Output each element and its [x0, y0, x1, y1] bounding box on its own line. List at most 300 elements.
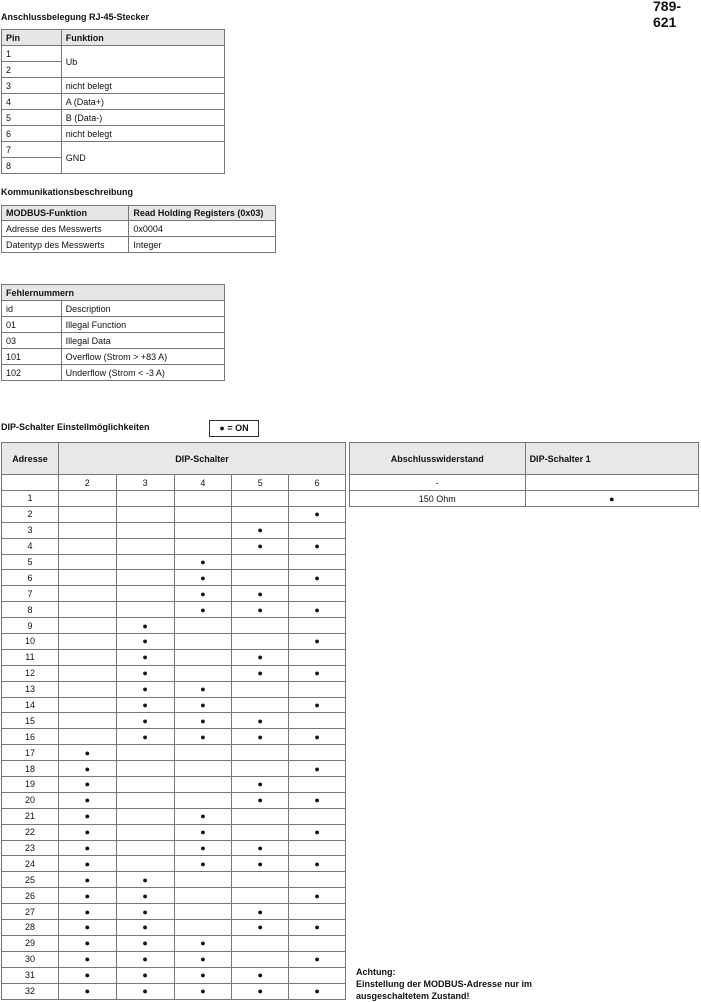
dip-table: [1, 442, 346, 1000]
dip-switch-cell: [116, 665, 174, 681]
dip-switch-cell: [289, 522, 346, 538]
dip-switch-cell: [174, 522, 232, 538]
on-dot: ●: [142, 938, 148, 949]
dip-switch-cell: [116, 522, 174, 538]
dip-header-address: Adresse: [2, 443, 59, 475]
dip-switch-cell: [58, 665, 116, 681]
on-dot: ●: [84, 890, 91, 901]
dip-switch-cell: [174, 649, 232, 665]
on-dot: ●: [84, 811, 91, 822]
dip-switch-cell: [174, 570, 232, 586]
dip-switch-cell: [58, 681, 116, 697]
dip-switch-cell: [174, 491, 232, 507]
dip-switch-cell: [232, 935, 289, 951]
dip-switch-cell: [232, 777, 289, 793]
dip-header-switch: DIP-Schalter: [58, 443, 345, 475]
comm-value: 0x0004: [129, 221, 276, 237]
dip-switch-cell: [58, 618, 116, 634]
dip-switch-cell: [174, 872, 232, 888]
dip-switch-cell: [232, 872, 289, 888]
on-dot: ●: [142, 874, 148, 885]
on-dot: ●: [257, 541, 263, 552]
termination-header-switch: DIP-Schalter 1: [525, 443, 698, 475]
dip-switch-cell: [232, 888, 289, 904]
dip-switch-cell: [116, 649, 174, 665]
comm-title: Kommunikationsbeschreibung: [1, 187, 134, 197]
dip-row: [2, 570, 346, 586]
dip-switch-cell: [116, 920, 174, 936]
dip-switch-cell: [58, 951, 116, 967]
comm-table: [1, 205, 276, 253]
dip-switch-cell: [289, 538, 346, 554]
dip-switch-cell: [116, 713, 174, 729]
dip-address: 22: [2, 824, 59, 840]
dip-switch-cell: [174, 506, 232, 522]
dip-switch-cell: [232, 951, 289, 967]
dip-switch-cell: [232, 538, 289, 554]
dip-switch-cell: [289, 586, 346, 602]
dip-switch-cell: [116, 681, 174, 697]
pin-cell: 7: [2, 142, 62, 158]
dip-row: [2, 618, 346, 634]
dip-row: [2, 745, 346, 761]
on-dot: ●: [142, 620, 148, 631]
dip-switch-cell: [116, 983, 174, 999]
dip-switch-cell: [116, 506, 174, 522]
on-dot: ●: [609, 493, 615, 504]
dip-address: 24: [2, 856, 59, 872]
on-dot: ●: [84, 779, 91, 790]
dip-switch-cell: [174, 983, 232, 999]
dip-switch-cell: [174, 602, 232, 618]
dip-switch-cell: [289, 777, 346, 793]
dip-row: [2, 713, 346, 729]
dip-switch-cell: [58, 713, 116, 729]
note-line: ausgeschaltetem Zustand!: [356, 991, 470, 1001]
on-dot: ●: [314, 604, 320, 615]
dip-address: 32: [2, 983, 59, 999]
dip-switch-cell: [232, 745, 289, 761]
on-dot: ●: [200, 827, 206, 838]
dip-switch-cell: [58, 967, 116, 983]
dip-address: 5: [2, 554, 59, 570]
error-table: [1, 284, 225, 381]
dip-switch-cell: [58, 824, 116, 840]
dip-switch-cell: [289, 729, 346, 745]
on-dot: ●: [84, 954, 91, 965]
on-dot: ●: [142, 684, 148, 695]
error-desc: Underflow (Strom < -3 A): [61, 365, 224, 381]
dip-table-body: [2, 491, 346, 1000]
dip-switch-cell: [174, 713, 232, 729]
pin-cell: 2: [2, 62, 62, 78]
dip-switch-cell: [289, 745, 346, 761]
on-dot: ●: [200, 811, 206, 822]
dip-switch-cell: [289, 649, 346, 665]
dip-switch-cell: [58, 522, 116, 538]
error-desc: Illegal Data: [61, 333, 224, 349]
on-dot: ●: [84, 827, 91, 838]
dip-address: 8: [2, 602, 59, 618]
dip-switch-cell: [116, 872, 174, 888]
dip-switch-cell: [289, 491, 346, 507]
dip-switch-cell: [232, 506, 289, 522]
error-desc: Overflow (Strom > +83 A): [61, 349, 224, 365]
error-title: Fehlernummern: [2, 285, 225, 301]
on-dot: ●: [142, 700, 148, 711]
dip-address: 31: [2, 967, 59, 983]
dip-address: 7: [2, 586, 59, 602]
dip-row: [2, 665, 346, 681]
on-dot: ●: [314, 541, 320, 552]
dip-row: [2, 824, 346, 840]
dip-switch-cell: [289, 665, 346, 681]
dip-row: [2, 586, 346, 602]
on-dot: ●: [142, 890, 148, 901]
dip-row: [2, 777, 346, 793]
on-dot: ●: [257, 986, 263, 997]
dip-switch-cell: [232, 586, 289, 602]
on-dot: ●: [314, 890, 320, 901]
pin-cell: 6: [2, 126, 62, 142]
dip-switch-cell: [232, 554, 289, 570]
dip-switch-cell: [116, 570, 174, 586]
dip-row: [2, 681, 346, 697]
dip-switch-cell: [289, 808, 346, 824]
termination-table: [349, 442, 699, 507]
dip-switch-cell: [174, 745, 232, 761]
dip-row: [2, 792, 346, 808]
dip-switch-cell: [174, 967, 232, 983]
dip-switch-cell: [289, 904, 346, 920]
on-dot: ●: [200, 604, 206, 615]
dip-switch-cell: [289, 713, 346, 729]
dip-switch-cell: [58, 761, 116, 777]
dip-switch-cell: [58, 570, 116, 586]
function-cell: Ub: [61, 46, 224, 78]
on-dot: ●: [314, 763, 320, 774]
dip-row: [2, 856, 346, 872]
dip-switch-cell: [232, 761, 289, 777]
dip-address: 28: [2, 920, 59, 936]
on-dot: ●: [84, 763, 91, 774]
dip-switch-cell: [58, 808, 116, 824]
dip-switch-cell: [174, 824, 232, 840]
dip-address: 20: [2, 792, 59, 808]
termination-header-resistor: Abschlusswiderstand: [350, 443, 526, 475]
dip-row: [2, 920, 346, 936]
on-dot: ●: [84, 938, 91, 949]
dip-switch-cell: [174, 618, 232, 634]
dip-row: [2, 904, 346, 920]
comm-header-function: MODBUS-Funktion: [2, 206, 129, 221]
on-dot: ●: [200, 986, 206, 997]
dip-row: [2, 602, 346, 618]
dip-row: [2, 967, 346, 983]
dip-switch-cell: [116, 761, 174, 777]
dip-title: DIP-Schalter Einstellmöglichkeiten: [1, 422, 150, 432]
dip-row: [2, 872, 346, 888]
dip-switch-cell: [116, 951, 174, 967]
dip-switch-cell: [174, 840, 232, 856]
dip-switch-cell: [232, 808, 289, 824]
dip-switch-cell: [232, 570, 289, 586]
dip-switch-cell: [232, 491, 289, 507]
note-line: Einstellung der MODBUS-Adresse nur im: [356, 979, 533, 989]
dip-switch-label: 5: [232, 475, 289, 491]
dip-row: [2, 840, 346, 856]
on-dot: ●: [200, 572, 206, 583]
dip-switch-cell: [174, 792, 232, 808]
dip-row: [2, 506, 346, 522]
dip-switch-cell: [174, 808, 232, 824]
on-dot: ●: [314, 572, 320, 583]
on-dot: ●: [142, 652, 148, 663]
pin-cell: 4: [2, 94, 62, 110]
on-dot: ●: [84, 986, 91, 997]
dip-switch-cell: [174, 538, 232, 554]
dip-switch-cell: [58, 649, 116, 665]
on-dot: ●: [257, 779, 263, 790]
dip-switch-cell: [289, 983, 346, 999]
pin-cell: 3: [2, 78, 62, 94]
dip-switch-cell: [116, 808, 174, 824]
dip-address: 27: [2, 904, 59, 920]
dip-switch-cell: [58, 856, 116, 872]
dip-switch-cell: [116, 792, 174, 808]
dip-row: [2, 522, 346, 538]
dip-switch-cell: [289, 634, 346, 650]
comm-label: Adresse des Messwerts: [2, 221, 129, 237]
dip-switch-cell: [174, 697, 232, 713]
pin-cell: 8: [2, 158, 62, 174]
on-dot: ●: [200, 938, 206, 949]
on-dot: ●: [84, 922, 91, 933]
on-dot: ●: [314, 922, 320, 933]
dip-row: [2, 554, 346, 570]
on-dot: ●: [257, 795, 263, 806]
on-dot: ●: [257, 906, 263, 917]
dip-row: [2, 951, 346, 967]
dip-switch-cell: [289, 888, 346, 904]
dip-switch-cell: [289, 967, 346, 983]
dip-switch-cell: [174, 856, 232, 872]
error-id: 01: [2, 317, 62, 333]
dip-switch-cell: [58, 840, 116, 856]
on-dot: ●: [200, 843, 206, 854]
rj45-header-pin: Pin: [2, 30, 62, 46]
on-dot: ●: [257, 858, 263, 869]
on-dot: ●: [200, 684, 206, 695]
dip-switch-cell: [174, 920, 232, 936]
dip-switch-cell: [174, 761, 232, 777]
on-dot: ●: [84, 970, 91, 981]
dip-switch-cell: [116, 729, 174, 745]
dip-switch-cell: [116, 856, 174, 872]
note-heading: Achtung:: [356, 967, 396, 977]
comm-header-value: Read Holding Registers (0x03): [129, 206, 276, 221]
dip-switch-cell: [289, 935, 346, 951]
on-dot: ●: [257, 970, 263, 981]
dip-row: [2, 761, 346, 777]
on-dot: ●: [142, 636, 148, 647]
error-id: 102: [2, 365, 62, 381]
dip-switch-cell: [58, 586, 116, 602]
function-cell: nicht belegt: [61, 126, 224, 142]
dip-switch-cell: [58, 697, 116, 713]
dip-switch-cell: [58, 538, 116, 554]
on-dot: ●: [142, 668, 148, 679]
dip-switch-cell: [58, 904, 116, 920]
dip-switch-cell: [58, 792, 116, 808]
error-id: 101: [2, 349, 62, 365]
dip-row: [2, 491, 346, 507]
dip-switch-cell: [116, 888, 174, 904]
dip-address: 26: [2, 888, 59, 904]
dip-switch-cell: [232, 634, 289, 650]
dip-switch-cell: [232, 697, 289, 713]
dip-switch-cell: [289, 951, 346, 967]
dip-switch-cell: [232, 681, 289, 697]
dip-switch-cell: [232, 665, 289, 681]
on-dot: ●: [142, 906, 148, 917]
on-dot: ●: [200, 557, 206, 567]
dip-switch-cell: [289, 920, 346, 936]
dip-switch-cell: [289, 761, 346, 777]
function-cell: B (Data-): [61, 110, 224, 126]
document-number: 789-621: [653, 0, 682, 30]
dip-address: 2: [2, 506, 59, 522]
dip-switch-cell: [58, 777, 116, 793]
on-legend: ● = ON: [209, 420, 259, 437]
dip-switch-cell: [174, 935, 232, 951]
on-dot: ●: [257, 525, 263, 536]
error-desc: Description: [61, 301, 224, 317]
dip-switch-cell: [232, 983, 289, 999]
dip-address: 13: [2, 681, 59, 697]
dip-switch-cell: [232, 840, 289, 856]
on-dot: ●: [84, 858, 91, 869]
function-cell: A (Data+): [61, 94, 224, 110]
dip-switch-cell: [232, 729, 289, 745]
dip-switch-cell: [116, 697, 174, 713]
dip-address: 4: [2, 538, 59, 554]
dip-row: [2, 888, 346, 904]
dip-address: 30: [2, 951, 59, 967]
dip-switch-cell: [232, 792, 289, 808]
dip-switch-cell: [116, 538, 174, 554]
termination-value: -: [350, 475, 526, 491]
on-dot: ●: [314, 509, 320, 520]
dip-switch-cell: [289, 602, 346, 618]
dip-row: [2, 729, 346, 745]
dip-switch-cell: [116, 745, 174, 761]
warning-note: [356, 966, 532, 1002]
dip-switch-cell: [232, 713, 289, 729]
dip-row: [2, 808, 346, 824]
dip-switch-cell: [289, 872, 346, 888]
on-dot: ●: [314, 668, 320, 679]
dip-switch-cell: [289, 697, 346, 713]
on-dot: ●: [257, 731, 263, 742]
on-dot: ●: [314, 795, 320, 806]
dip-switch-cell: [116, 491, 174, 507]
dip-switch-cell: [289, 840, 346, 856]
on-dot: ●: [142, 715, 148, 726]
dip-switch-label: 6: [289, 475, 346, 491]
on-dot: ●: [314, 731, 320, 742]
on-dot: ●: [314, 858, 320, 869]
dip-row: [2, 983, 346, 999]
function-cell: GND: [61, 142, 224, 174]
error-desc: Illegal Function: [61, 317, 224, 333]
pin-cell: 5: [2, 110, 62, 126]
function-cell: nicht belegt: [61, 78, 224, 94]
dip-address: 16: [2, 729, 59, 745]
dip-address: 23: [2, 840, 59, 856]
dip-row: [2, 935, 346, 951]
dip-switch-cell: [174, 951, 232, 967]
on-dot: ●: [257, 715, 263, 726]
dip-switch-cell: [58, 920, 116, 936]
dip-switch-cell: [232, 824, 289, 840]
dip-switch-cell: [289, 618, 346, 634]
on-dot: ●: [314, 986, 320, 997]
on-dot: ●: [142, 970, 148, 981]
dip-address: 17: [2, 745, 59, 761]
dip-switch-cell: [116, 586, 174, 602]
dip-switch-cell: [232, 649, 289, 665]
dip-switch-cell: [289, 554, 346, 570]
dip-switch-cell: [116, 840, 174, 856]
dip-switch-cell: [232, 967, 289, 983]
dip-address: 19: [2, 777, 59, 793]
on-dot: ●: [257, 588, 263, 599]
dip-switch-cell: [232, 856, 289, 872]
dip-switch-cell: [58, 634, 116, 650]
rj45-title: Anschlussbelegung RJ-45-Stecker: [1, 12, 150, 22]
on-dot: ●: [257, 668, 263, 679]
dip-switch-cell: [174, 729, 232, 745]
dip-address: 25: [2, 872, 59, 888]
on-dot: ●: [200, 715, 206, 726]
dip-address: 29: [2, 935, 59, 951]
on-dot: ●: [142, 954, 148, 965]
termination-switch-cell: [525, 491, 698, 507]
on-dot: ●: [200, 700, 206, 711]
error-id: 03: [2, 333, 62, 349]
dip-address: 14: [2, 697, 59, 713]
on-dot: ●: [314, 954, 320, 965]
dip-switch-cell: [289, 856, 346, 872]
dip-switch-cell: [232, 920, 289, 936]
dip-switch-cell: [289, 824, 346, 840]
dip-address: 10: [2, 634, 59, 650]
dip-switch-cell: [116, 554, 174, 570]
on-dot: ●: [257, 922, 263, 933]
on-dot: ●: [200, 731, 206, 742]
dip-address: 15: [2, 713, 59, 729]
dip-switch-label: 3: [116, 475, 174, 491]
dip-row: [2, 649, 346, 665]
comm-value: Integer: [129, 237, 276, 253]
dip-address: 21: [2, 808, 59, 824]
on-dot: ●: [257, 604, 263, 615]
dip-switch-cell: [174, 665, 232, 681]
dip-address: 1: [2, 491, 59, 507]
dip-switch-cell: [58, 602, 116, 618]
on-dot: ●: [200, 588, 206, 599]
